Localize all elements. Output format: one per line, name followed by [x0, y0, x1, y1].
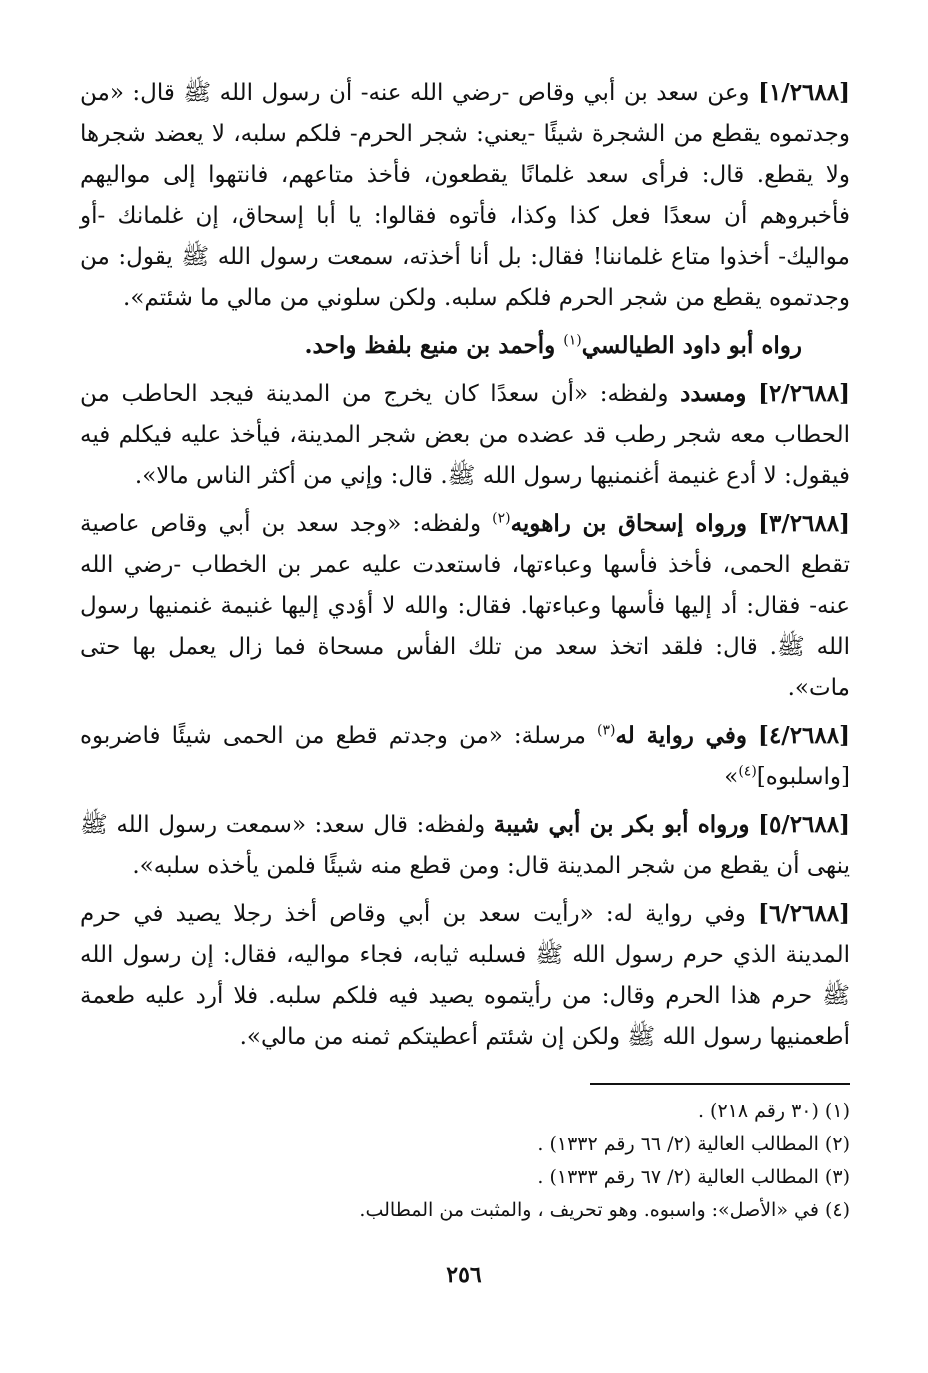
- hadith-ref: [٥/٢٦٨٨]: [758, 811, 851, 838]
- footnote-3: (٣) المطالب العالية (٢/ ٦٧ رقم ١٣٣٣) .: [537, 1166, 850, 1188]
- footnote-1: (١) (٣٠ رقم ٢١٨) .: [697, 1100, 850, 1122]
- hadith-text: مرسلة: «من وجدتم قطع من الحمى شيئًا فاضربوه [واسلبوه]: [80, 723, 850, 790]
- narration-line: [80, 325, 850, 367]
- hadith-text: ولفظه: «وجد سعد بن أبي وقاص عاصية تقطع الحمى، فأخذ فأسها وعباءتها، فاستعدت عليه عمر بن الخطاب -رضي الله عنه- فقال: أد إليها فأسها وعباءتها. فقال: والله لا أؤدي إليها غنيمة غنمنيها رسول الله ﷺ. قال: فلقد اتخذ سعد من تلك الفأس مسحاة فما زال يعمل بها حتى مات».: [80, 511, 850, 701]
- narrator: ورواه إسحاق بن راهويه: [510, 510, 748, 537]
- page-number: ٢٥٦: [446, 1262, 482, 1288]
- hadith-ref: [٤/٢٦٨٨]: [758, 722, 850, 749]
- hadith-ref: [٣/٢٦٨٨]: [758, 510, 851, 537]
- footnote-4: (٤) في «الأصل»: واسبوه. وهو تحريف ، والمثبت من المطالب.: [359, 1199, 850, 1221]
- narrator: وفي رواية له: [615, 722, 747, 749]
- hadith-text: وعن سعد بن أبي وقاص -رضي الله عنه- أن رسول الله ﷺ قال: «من وجدتموه يقطع من الشجرة شيئًا -يعني: شجر الحرم- فلكم سلبه، لا يعضد شجرها ولا يقطع. قال: فرأى سعد غلمانًا يقطعون، فأخذ متاعهم، فانتهوا إلى مواليهم فأخبروهم أن سعدًا فعل كذا وكذا، فأتوه فقالوا: يا أبا إسحاق، إن غلمانك -أو مواليك- أخذوا متاع غلماننا! فقال: بل أنا أخذته، سمعت رسول الله ﷺ يقول: من وجدتموه يقطع من شجر الحرم فلكم سلبه. ولكن سلوني من مالي ما شئتم».: [80, 80, 850, 311]
- hadith-paragraph-6: [80, 893, 850, 1058]
- hadith-text-end: »: [724, 764, 739, 790]
- hadith-paragraph-1: [80, 72, 850, 319]
- footnotes: [80, 1095, 850, 1227]
- hadith-ref: [٦/٢٦٨٨]: [758, 900, 850, 927]
- footnote-2: (٢) المطالب العالية (٢/ ٦٦ رقم ١٣٣٢) .: [537, 1133, 850, 1155]
- hadith-text: ولفظه: قال سعد: «سمعت رسول الله ﷺ ينهى أن يقطع من شجر المدينة قال: ومن قطع منه شيئًا فلمن يأخذه سلبه».: [80, 812, 850, 879]
- hadith-paragraph-3: [80, 503, 850, 709]
- narrator: رواه أبو داود الطيالسي: [581, 332, 802, 359]
- narrator: ورواه أبو بكر بن أبي شيبة: [493, 811, 750, 838]
- hadith-paragraph-2: [80, 373, 850, 497]
- narrator: ومسدد: [680, 380, 747, 407]
- hadith-text: ولفظه: «أن سعدًا كان يخرج من المدينة فيجد الحاطب من الحطاب معه شجر رطب قد عضده من بعض شجر المدينة، فيأخذ عليه فيكلم فيه فيقول: لا أدع غنيمة أغنمنيها رسول الله ﷺ. قال: وإني من أكثر الناس مالا».: [80, 381, 850, 489]
- footnote-marker[interactable]: (٢): [492, 510, 511, 527]
- footnote-divider: [590, 1083, 850, 1085]
- footnote-marker[interactable]: (٣): [596, 722, 616, 739]
- hadith-text: وفي رواية له: «رأيت سعد بن أبي وقاص أخذ رجلا يصيد في حرم المدينة الذي حرم رسول الله ﷺ فسلبه ثيابه، فجاء مواليه، فقال: إن رسول الله ﷺ حرم هذا الحرم وقال: من رأيتموه يصيد فيه فلكم سلبه. فلا أرد عليه طعمة أطعمنيها رسول الله ﷺ ولكن إن شئتم أعطيتكم ثمنه من مالي».: [80, 901, 850, 1050]
- page-body: [80, 72, 850, 1064]
- narration-text: وأحمد بن منيع بلفظ واحد.: [304, 332, 564, 359]
- hadith-paragraph-5: [80, 804, 850, 887]
- footnote-marker[interactable]: (١): [563, 332, 582, 349]
- hadith-ref: [٢/٢٦٨٨]: [758, 380, 851, 407]
- hadith-ref: [١/٢٦٨٨]: [758, 79, 851, 106]
- hadith-paragraph-4: [80, 715, 850, 798]
- footnote-marker[interactable]: (٤): [738, 763, 757, 780]
